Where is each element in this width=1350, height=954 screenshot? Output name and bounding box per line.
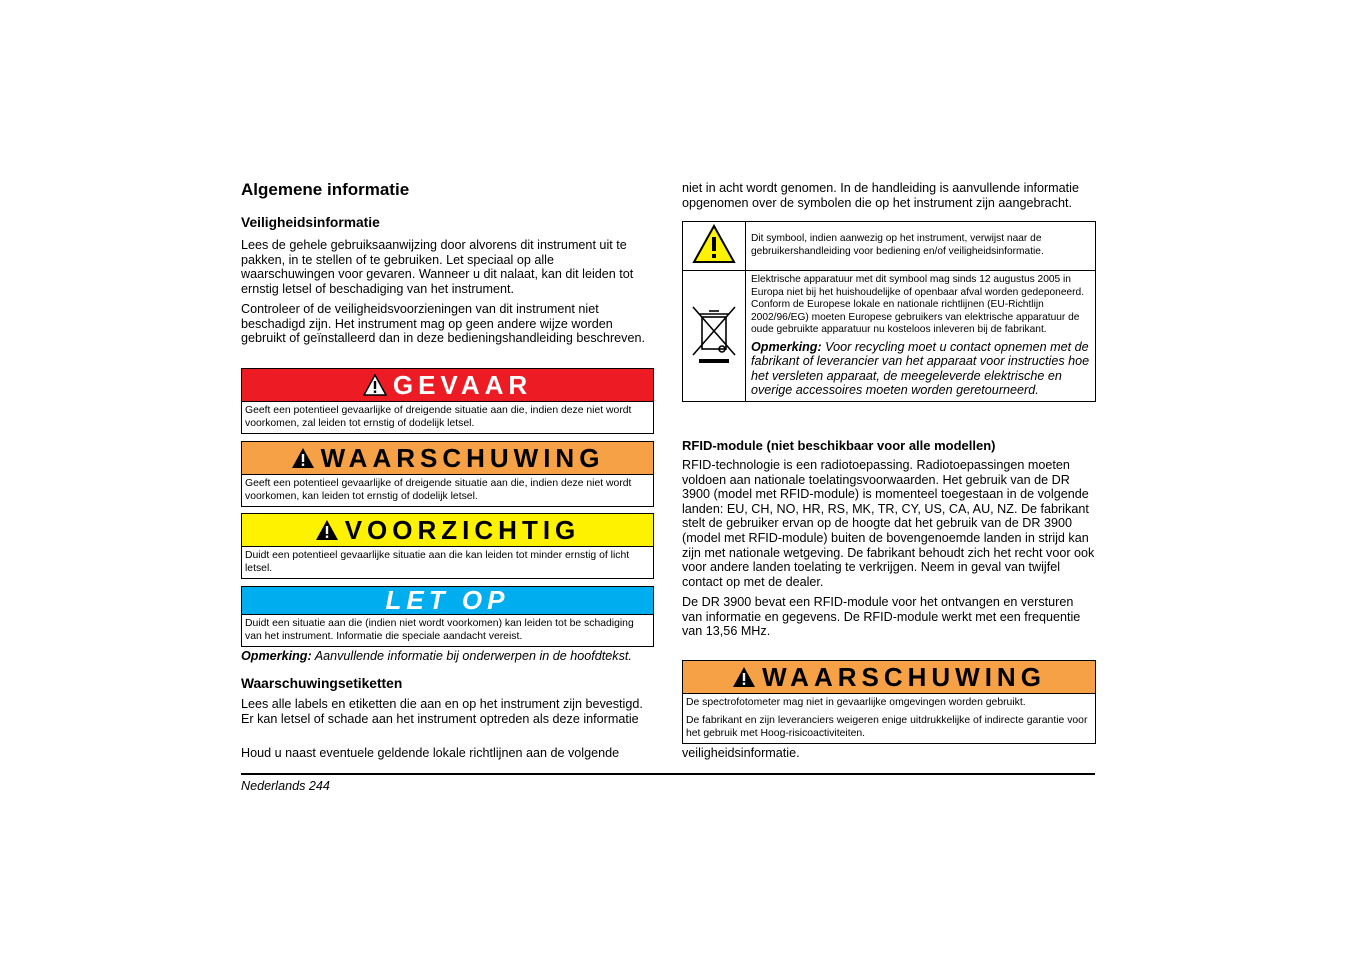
warning-header [242,442,653,475]
warning-triangle-icon [363,374,387,396]
note [241,649,661,663]
symbol-description: Dit symbool, indien aanwezig op het instrument, verwijst naar de gebruikershandleiding voor bediening en/of veiligheidsinformatie. [746,222,1096,271]
caution-label: VOORZICHTIG [344,514,581,545]
caution-triangle-icon [692,224,736,264]
notice-text: Duidt een situatie aan die (indien niet wordt voorkomen) kan leiden tot be schadiging van het instrument. Informatie die speciale aandacht vereist. [245,618,634,642]
danger-header [242,369,653,402]
rfid-warning-header [683,661,1095,694]
right-bottom-line: veiligheidsinformatie. [682,746,800,760]
rfid-warning-line-1: De spectrofotometer mag niet in gevaarlijke omgevingen worden gebruikt. [686,697,1026,708]
crossed-out-bin-icon [689,303,739,365]
section-title: Algemene informatie [241,180,410,199]
warning-triangle-icon [291,447,315,469]
weee-note-label: Opmerking: [751,339,822,354]
danger-box [241,368,654,434]
rfid-heading: RFID-module (niet beschikbaar voor alle modellen) [682,438,996,453]
warning-triangle-icon [315,519,339,541]
danger-text: Geeft een potentieel gevaarlijke of dreigende situatie aan die, indien deze niet wordt voorkomen, zal leiden tot ernstig of dodelijk letsel. [245,405,632,429]
weee-text: Elektrische apparatuur met dit symbool mag sinds 12 augustus 2005 in Europa niet bij het huishoudelijke of openbaar afval worden gedeponeerd. Conform de Europese lokale en nationale richtlijnen (EU-Richtlijn 2002/96/EG) moeten Europese gebruikers van elektrische apparatuur de oude gebruikte apparatuur nu kosteloos inleveren bij de fabrikant. [751,274,1085,336]
safety-paragraph-2: Controleer of de veiligheidsvoorzieningen van dit instrument niet beschadigd zijn. Het instrument mag op geen andere wijze worden gebruikt of geïnstalleerd dan in deze bedieningshandleiding beschreven. [241,302,645,346]
symbol-description [746,271,1096,402]
note-text: Aanvullende informatie bij onderwerpen in de hoofdtekst. [311,649,632,663]
labels-paragraph: Lees alle labels en etiketten die aan en op het instrument zijn bevestigd. Er kan letsel of schade aan het instrument optreden als deze informatie [241,697,643,726]
warning-text: Geeft een potentieel gevaarlijke of dreigende situatie aan die, indien deze niet wordt voorkomen, kan leiden tot ernstig of dodelijk letsel. [245,478,632,502]
warning-triangle-icon [732,666,756,688]
rfid-paragraph-2: De DR 3900 bevat een RFID-module voor het ontvangen en versturen van informatie en gegevens. De RFID-module werkt met een frequentie van 13,56 MHz. [682,595,1081,639]
rfid-paragraph-1: RFID-technologie is een radiotoepassing. Radiotoepassingen moeten voldoen aan nationale toelatingsvoorwaarden. Het gebruik van de DR 3900 (model met RFID-module) is momenteel toegestaan in de volgende landen: EU, CH, NO, HR, RS, MK, TR, CY, US, CA, AU, NZ. De fabrikant stelt de gebruiker ervan op de hoogte dat het gebruik van de DR 3900 (model met RFID-module) buiten de bovengenoemde landen in strijd kan zijn met nationale wetgeving. De fabrikant behoudt zich het recht voor ook voor andere landen toelating te verkrijgen. Neem in geval van twijfel contact op met de dealer. [682,458,1095,589]
caution-box [241,513,654,579]
labels-heading: Waarschuwingsetiketten [241,676,403,691]
warning-label: WAARSCHUWING [320,442,605,473]
safety-paragraph-1: Lees de gehele gebruiksaanwijzing door alvorens dit instrument uit te pakken, in te stellen of te gebruiken. Let speciaal op alle waarschuwingen voor gevaren. Wanneer u dit nalaat, kan dit leiden tot ernstig letsel of beschadiging van het instrument. [241,238,634,296]
symbol-cell [683,222,746,271]
symbol-cell [683,271,746,402]
rfid-warning-label: WAARSCHUWING [762,661,1046,692]
symbols-table [682,221,1096,402]
safety-heading: Veiligheidsinformatie [241,215,380,230]
page-footer: Nederlands 244 [241,779,330,793]
notice-box [241,586,654,647]
note-label: Opmerking: [241,649,312,663]
symbol-row [683,222,1096,271]
notice-label: LET OP [385,585,510,615]
left-bottom-line: Houd u naast eventuele geldende lokale richtlijnen aan de volgende [241,746,620,760]
footer-rule [241,773,1095,775]
right-top-paragraph: niet in acht wordt genomen. In de handleiding is aanvullende informatie opgenomen over de symbolen die op het instrument zijn aangebracht. [682,181,1079,210]
rfid-warning-box [682,660,1096,744]
weee-note-text: Voor recycling moet u contact opnemen met de fabrikant of leverancier van het apparaat voor instructies hoe het versleten apparaat, de meegeleverde elektrische en overige accessoires moeten worden geretourneerd. [751,339,1090,398]
rfid-warning-line-2: De fabrikant en zijn leveranciers weigeren enige uitdrukkelijke of indirecte garantie voor het gebruik met Hoog-risicoactiviteiten. [686,715,1088,739]
warning-box [241,441,654,507]
symbol-row [683,271,1096,402]
notice-header [242,587,653,615]
caution-text: Duidt een potentieel gevaarlijke situatie aan die kan leiden tot minder ernstig of licht letsel. [245,550,630,574]
caution-header [242,514,653,547]
danger-label: GEVAAR [392,369,533,400]
weee-note [751,340,1090,398]
